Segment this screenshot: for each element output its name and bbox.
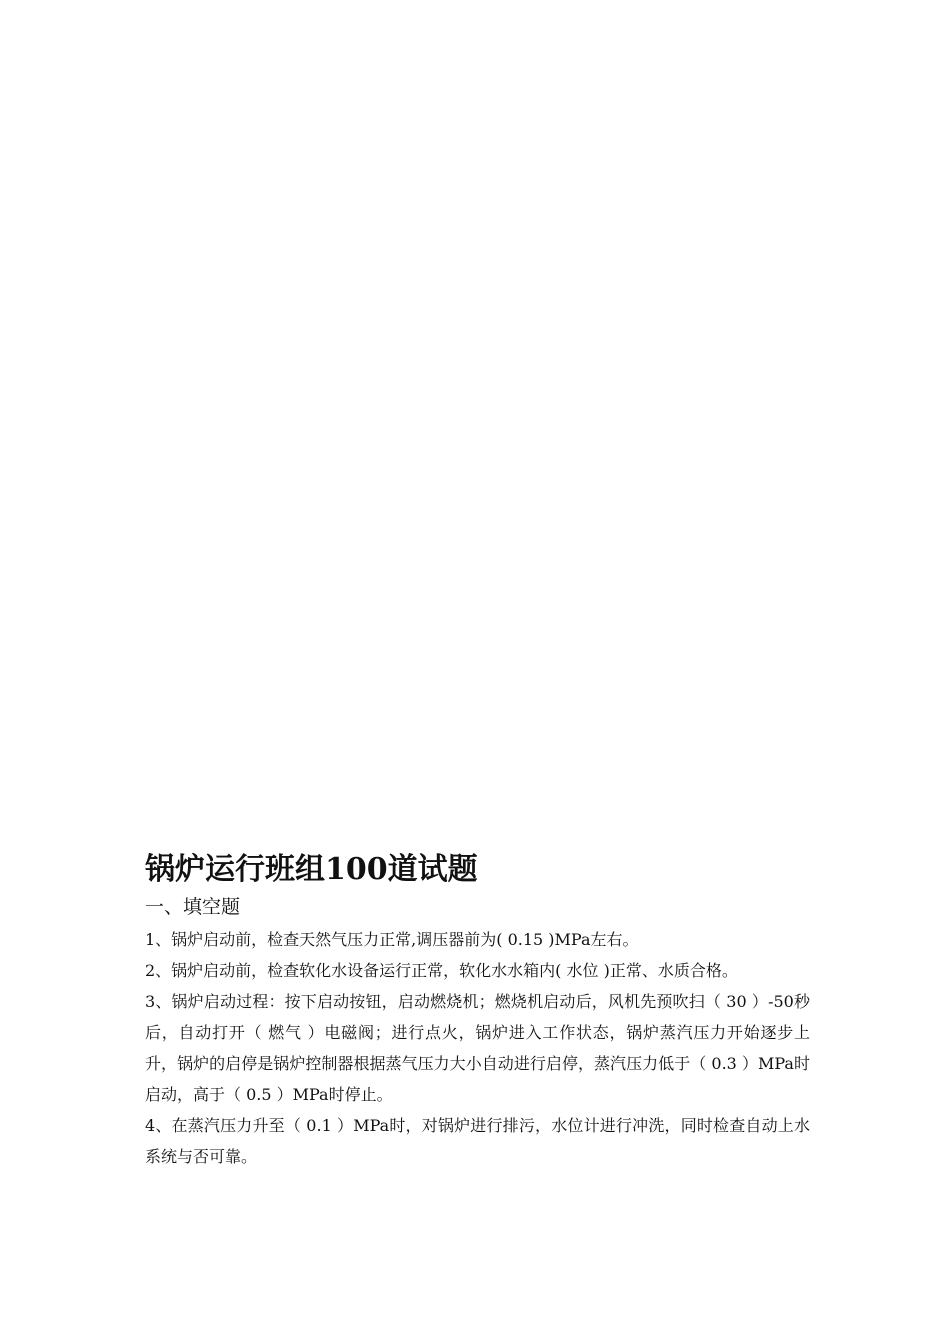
question-2: 2、锅炉启动前，检查软化水设备运行正常，软化水水箱内( 水位 )正常、水质合格。 <box>145 961 738 980</box>
section-heading: 一、填空题 <box>145 896 241 918</box>
document-content <box>145 848 810 1172</box>
document-title: 锅炉运行班组100道试题 <box>145 852 478 887</box>
question-1: 1、锅炉启动前，检查天然气压力正常,调压器前为( 0.15 )MPa左右。 <box>145 930 639 949</box>
question-4: 4、在蒸汽压力升至（ 0.1 ）MPa时，对锅炉进行排污，水位计进行冲洗，同时检查自动上水系统与否可靠。 <box>145 1116 810 1166</box>
question-3: 3、锅炉启动过程：按下启动按钮，启动燃烧机；燃烧机启动后，风机先预吹扫（ 30 ）-50秒后，自动打开（ 燃气 ）电磁阀；进行点火，锅炉进入工作状态，锅炉蒸汽压力开始逐步上升，锅炉的启停是锅炉控制器根据蒸气压力大小自动进行启停，蒸汽压力低于（ 0.3 ）MPa时启动，高于（ 0.5 ）MPa时停止。 <box>145 992 810 1104</box>
